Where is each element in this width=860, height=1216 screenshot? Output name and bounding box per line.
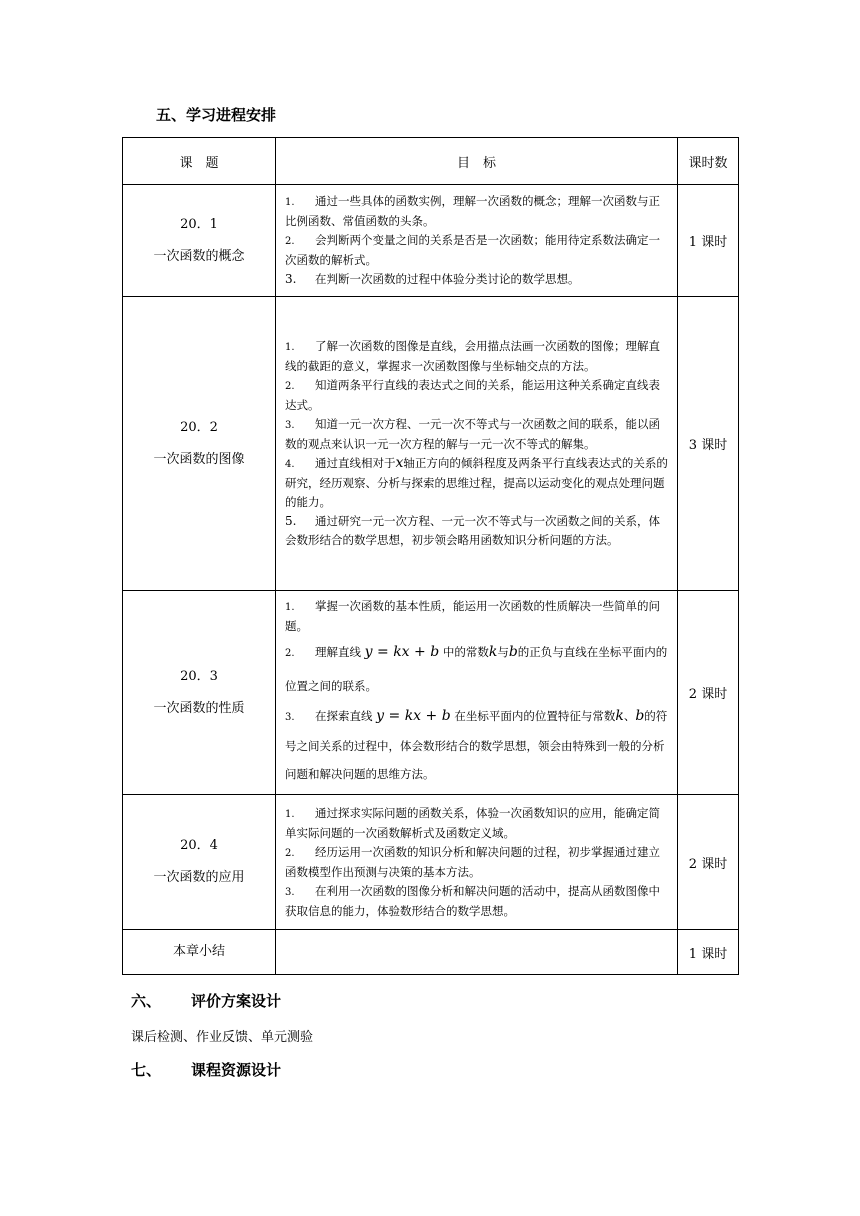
section-seven-title: 课程资源设计 [191, 1061, 282, 1079]
topic-cell [123, 297, 276, 591]
goal-item: 1. 通过探求实际问题的函数关系，体验一次函数知识的应用，能确定简单实际问题的一次函数解析式及函数定义域。 [285, 805, 660, 840]
study-schedule-table [122, 137, 739, 975]
header-topic: 课 题 [123, 138, 276, 185]
table-row [123, 297, 739, 591]
topic-number: 20．4 [180, 838, 218, 853]
goal-item: 1. 通过一些具体的函数实例，理解一次函数的概念；理解一次函数与正比例函数、常值函数的头条。 [285, 194, 660, 228]
header-goals: 目 标 [276, 138, 678, 185]
math-b: b [635, 708, 645, 724]
topic-number: 20．2 [180, 419, 218, 435]
goal-item: 4. 通过直线相对于x轴正方向的倾斜程度及两条平行直线表达式的关系的研究，经历观察、分析与探索的思维过程，提高以运动变化的观点处理问题的能力。 [285, 455, 668, 509]
table-row [123, 930, 739, 975]
goal-item: 3. 知道一元一次方程、一元一次不等式与一次函数之间的联系，能以函数的观点来认识一元一次方程的解与一元一次不等式的解集。 [285, 417, 660, 451]
topic-name: 一次函数的图像 [153, 451, 245, 467]
math-k: k [488, 644, 498, 660]
goals-cell [276, 185, 678, 297]
hours-cell: 3 课时 [678, 297, 739, 591]
section-six-title: 评价方案设计 [191, 992, 282, 1010]
hours-cell: 2 课时 [678, 795, 739, 930]
section-six-content: 课后检测、作业反馈、单元测验 [131, 1030, 314, 1045]
goal-item: 2. 经历运用一次函数的知识分析和解决问题的过程，初步掌握通过建立函数模型作出预测与决策的基本方法。 [285, 844, 660, 879]
header-hours: 课时数 [678, 138, 739, 185]
math-b: b [508, 644, 518, 660]
goal-item: 3. 在利用一次函数的图像分析和解决问题的活动中，提高从函数图像中获取信息的能力，体验数形结合的数学思想。 [285, 883, 660, 918]
goal-item: 3. 在判断一次函数的过程中体验分类讨论的数学思想。 [285, 272, 580, 286]
table-row [123, 795, 739, 930]
math-equation: y = kx + b [364, 644, 440, 660]
math-k: k [615, 708, 624, 724]
topic-number: 20．3 [180, 668, 218, 684]
topic-cell [123, 185, 276, 297]
topic-number: 20．1 [180, 216, 218, 232]
goal-item: 2. 知道两条平行直线的表达式之间的关系，能运用这种关系确定直线表达式。 [285, 378, 660, 412]
section-six-number: 六、 [131, 992, 162, 1010]
goal-item: 5. 通过研究一元一次方程、一元一次不等式与一次函数之间的关系，体会数形结合的数学思想，初步领会略用函数知识分析问题的方法。 [285, 514, 660, 547]
table-header-row [123, 138, 739, 185]
goals-cell [276, 591, 678, 795]
goal-item: 2. 理解直线 y = kx + b 中的常数k与b的正负与直线在坐标平面内的位置之间的联系。 [285, 644, 668, 693]
goals-cell [276, 297, 678, 591]
goals-cell-empty [276, 930, 678, 975]
goal-item: 1. 掌握一次函数的基本性质，能运用一次函数的性质解决一些简单的问题。 [285, 599, 660, 633]
topic-name: 一次函数的概念 [153, 248, 245, 264]
section-seven-number: 七、 [131, 1061, 162, 1079]
hours-cell: 1 课时 [678, 185, 739, 297]
goal-item: 2. 会判断两个变量之间的关系是否是一次函数；能用待定系数法确定一次函数的解析式。 [285, 233, 660, 267]
topic-cell: 本章小结 [123, 930, 276, 975]
table-row [123, 591, 739, 795]
goal-item: 3. 在探索直线 y = kx + b 在坐标平面内的位置特征与常数k、b的符号之间关系的过程中，体会数形结合的数学思想，领会由特殊到一般的分析问题和解决问题的思维方法。 [285, 708, 668, 781]
goal-item: 1. 了解一次函数的图像是直线，会用描点法画一次函数的图像；理解直线的截距的意义，掌握求一次函数图像与坐标轴交点的方法。 [285, 339, 660, 373]
section-seven-heading [131, 1059, 281, 1080]
goals-cell [276, 795, 678, 930]
section-five-heading: 五、学习进程安排 [156, 106, 277, 124]
topic-name: 一次函数的应用 [153, 870, 245, 885]
hours-cell: 1 课时 [678, 930, 739, 975]
topic-cell [123, 591, 276, 795]
section-six-heading [131, 990, 281, 1011]
table-row [123, 185, 739, 297]
topic-cell [123, 795, 276, 930]
math-equation: y = kx + b [376, 708, 451, 724]
hours-cell: 2 课时 [678, 591, 739, 795]
topic-name: 一次函数的性质 [153, 700, 245, 716]
math-x: x [395, 455, 404, 471]
